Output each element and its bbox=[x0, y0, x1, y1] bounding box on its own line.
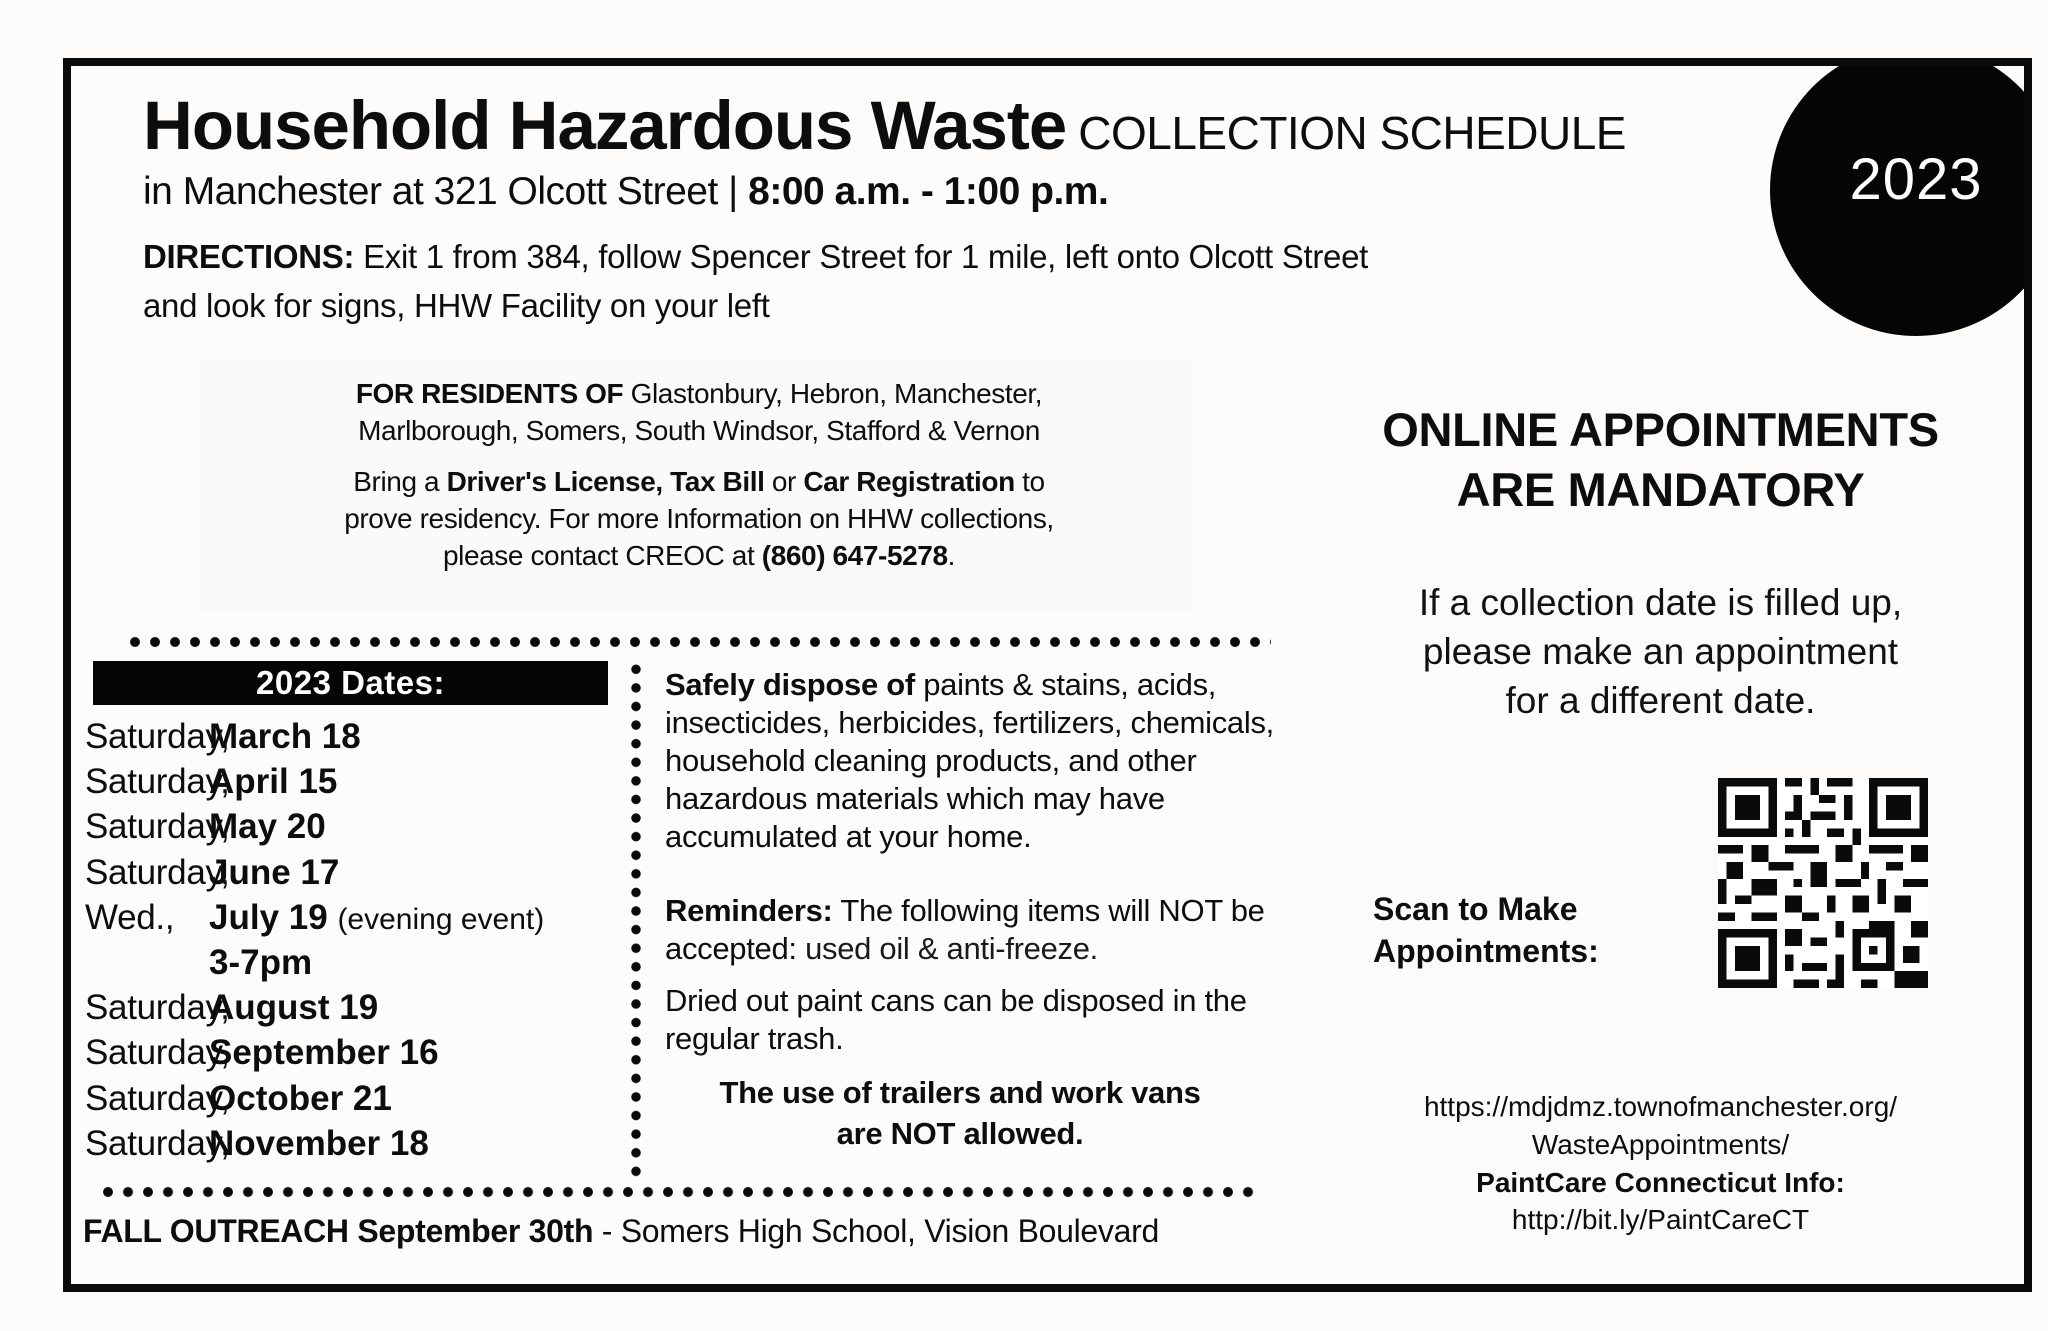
date-value: November 18 bbox=[209, 1123, 429, 1163]
trailers-line-2: are NOT allowed. bbox=[836, 1116, 1084, 1151]
date-row bbox=[85, 1076, 645, 1121]
dried-paint-note: Dried out paint cans can be disposed in the regular trash. bbox=[665, 983, 1247, 1056]
date-day: Saturday, bbox=[85, 762, 230, 802]
scan-line-2: Appointments: bbox=[1373, 933, 1599, 969]
paintcare-info bbox=[1333, 1164, 1988, 1238]
period: . bbox=[947, 540, 956, 571]
reminders-items: used oil & anti-freeze. bbox=[805, 931, 1098, 966]
appointments-panel bbox=[1333, 358, 1988, 1246]
date-row bbox=[85, 759, 645, 804]
dotted-divider-top bbox=[125, 637, 1271, 647]
phone-number: (860) 647-5278 bbox=[761, 540, 948, 571]
date-value: October 21 bbox=[209, 1078, 392, 1118]
page-title bbox=[143, 86, 1626, 165]
directions-label: DIRECTIONS: bbox=[143, 238, 355, 275]
mandatory-line-1: ONLINE APPOINTMENTS bbox=[1382, 403, 1939, 456]
directions-text-1: Exit 1 from 384, follow Spencer Street for 1 mile, left onto Olcott Street bbox=[363, 238, 1369, 275]
flyer-frame bbox=[63, 58, 2032, 1292]
to: to bbox=[1022, 466, 1045, 497]
dates-header: 2023 Dates: bbox=[93, 661, 608, 705]
directions bbox=[143, 232, 1643, 330]
residents-towns bbox=[200, 375, 1198, 449]
date-value-with-note bbox=[209, 895, 544, 942]
date-time: 3-7pm bbox=[209, 942, 313, 982]
date-row bbox=[85, 895, 645, 940]
date-day: Saturday, bbox=[85, 1123, 230, 1163]
date-value: April 15 bbox=[209, 762, 338, 802]
or: or bbox=[771, 466, 796, 497]
fall-outreach-location: - Somers High School, Vision Boulevard bbox=[601, 1213, 1159, 1249]
directions-text-2: and look for signs, HHW Facility on your left bbox=[143, 287, 770, 324]
scan-label bbox=[1373, 888, 1599, 972]
reminders-paragraph bbox=[665, 892, 1275, 968]
date-day: Saturday, bbox=[85, 1078, 230, 1118]
doc-license-taxbill: Driver's License, Tax Bill bbox=[446, 466, 765, 497]
fall-outreach bbox=[83, 1213, 1159, 1250]
bring-a: Bring a bbox=[353, 466, 440, 497]
date-row bbox=[85, 1030, 645, 1075]
title-light: COLLECTION SCHEDULE bbox=[1078, 107, 1626, 159]
proof-line: prove residency. For more Information on HHW collections, bbox=[344, 503, 1054, 534]
date-day: Saturday, bbox=[85, 807, 230, 847]
date-value: August 19 bbox=[209, 988, 379, 1028]
mandatory-heading bbox=[1333, 400, 1988, 520]
title-bold: Household Hazardous Waste bbox=[143, 87, 1067, 164]
residents-label: FOR RESIDENTS OF bbox=[355, 378, 624, 409]
filled-line-3: for a different date. bbox=[1505, 680, 1816, 721]
date-value: March 18 bbox=[209, 717, 361, 756]
contact-prefix: please contact CREOC at bbox=[442, 540, 755, 571]
filled-line-2: please make an appointment bbox=[1422, 631, 1899, 672]
dates-list bbox=[85, 714, 645, 1166]
date-row bbox=[85, 940, 645, 985]
doc-car-registration: Car Registration bbox=[803, 466, 1015, 497]
paintcare-label: PaintCare Connecticut Info: bbox=[1476, 1167, 1845, 1198]
date-row bbox=[85, 714, 645, 759]
date-value: June 17 bbox=[209, 852, 340, 892]
residency-proof bbox=[200, 463, 1198, 574]
location-line bbox=[143, 170, 1108, 214]
date-value: May 20 bbox=[209, 807, 326, 847]
date-day: Saturday, bbox=[85, 852, 230, 892]
dispose-tail: which may have accumulated at your home. bbox=[665, 781, 1165, 854]
scan-line-1: Scan to Make bbox=[1373, 891, 1578, 927]
qr-code-icon[interactable] bbox=[1718, 778, 1928, 988]
date-row bbox=[85, 804, 645, 849]
towns-line-1: Glastonbury, Hebron, Manchester, bbox=[630, 378, 1043, 409]
date-row bbox=[85, 1121, 645, 1166]
date-day: Wed., bbox=[85, 897, 175, 937]
date-value: September 16 bbox=[209, 1033, 439, 1073]
dispose-paragraph bbox=[665, 666, 1275, 856]
hours: 8:00 a.m. - 1:00 p.m. bbox=[748, 170, 1109, 213]
date-value: July 19 bbox=[209, 897, 328, 937]
paintcare-link[interactable]: http://bit.ly/PaintCareCT bbox=[1511, 1204, 1810, 1235]
dotted-divider-bottom bbox=[98, 1187, 1258, 1197]
date-day: Saturday, bbox=[85, 717, 230, 756]
dispose-label: Safely dispose of bbox=[665, 667, 915, 702]
filled-note bbox=[1333, 578, 1988, 725]
date-row bbox=[85, 985, 645, 1030]
date-day: Saturday, bbox=[85, 988, 230, 1028]
filled-line-1: If a collection date is filled up, bbox=[1418, 582, 1903, 623]
separator: | bbox=[728, 170, 738, 213]
towns-line-2: Marlborough, Somers, South Windsor, Stafford & Vernon bbox=[358, 415, 1040, 446]
location-text: in Manchester at 321 Olcott Street bbox=[143, 170, 718, 213]
reminders-label: Reminders: bbox=[665, 893, 833, 928]
dispose-items: paints & stains, acids, insecticides, herbicides, fertilizers, chemicals, household cleaning products, and other hazardous materials bbox=[665, 667, 1274, 816]
residents-panel bbox=[200, 353, 1198, 613]
trailers-note bbox=[665, 1072, 1255, 1154]
fall-outreach-label: FALL OUTREACH September 30th bbox=[83, 1213, 594, 1249]
info-column bbox=[665, 666, 1275, 1154]
date-row bbox=[85, 850, 645, 895]
year-badge-text: 2023 bbox=[1849, 147, 1983, 212]
date-note: (evening event) bbox=[337, 902, 545, 936]
url-line-1[interactable]: https://mdjdmz.townofmanchester.org/ bbox=[1423, 1091, 1898, 1122]
mandatory-line-2: ARE MANDATORY bbox=[1456, 463, 1865, 516]
date-day: Saturday, bbox=[85, 1033, 230, 1073]
reminders-text: The following items will NOT be accepted: bbox=[665, 893, 1265, 966]
url-line-2[interactable]: WasteAppointments/ bbox=[1531, 1129, 1790, 1160]
appointments-url[interactable] bbox=[1333, 1088, 1988, 1164]
trailers-line-1: The use of trailers and work vans bbox=[719, 1075, 1201, 1110]
